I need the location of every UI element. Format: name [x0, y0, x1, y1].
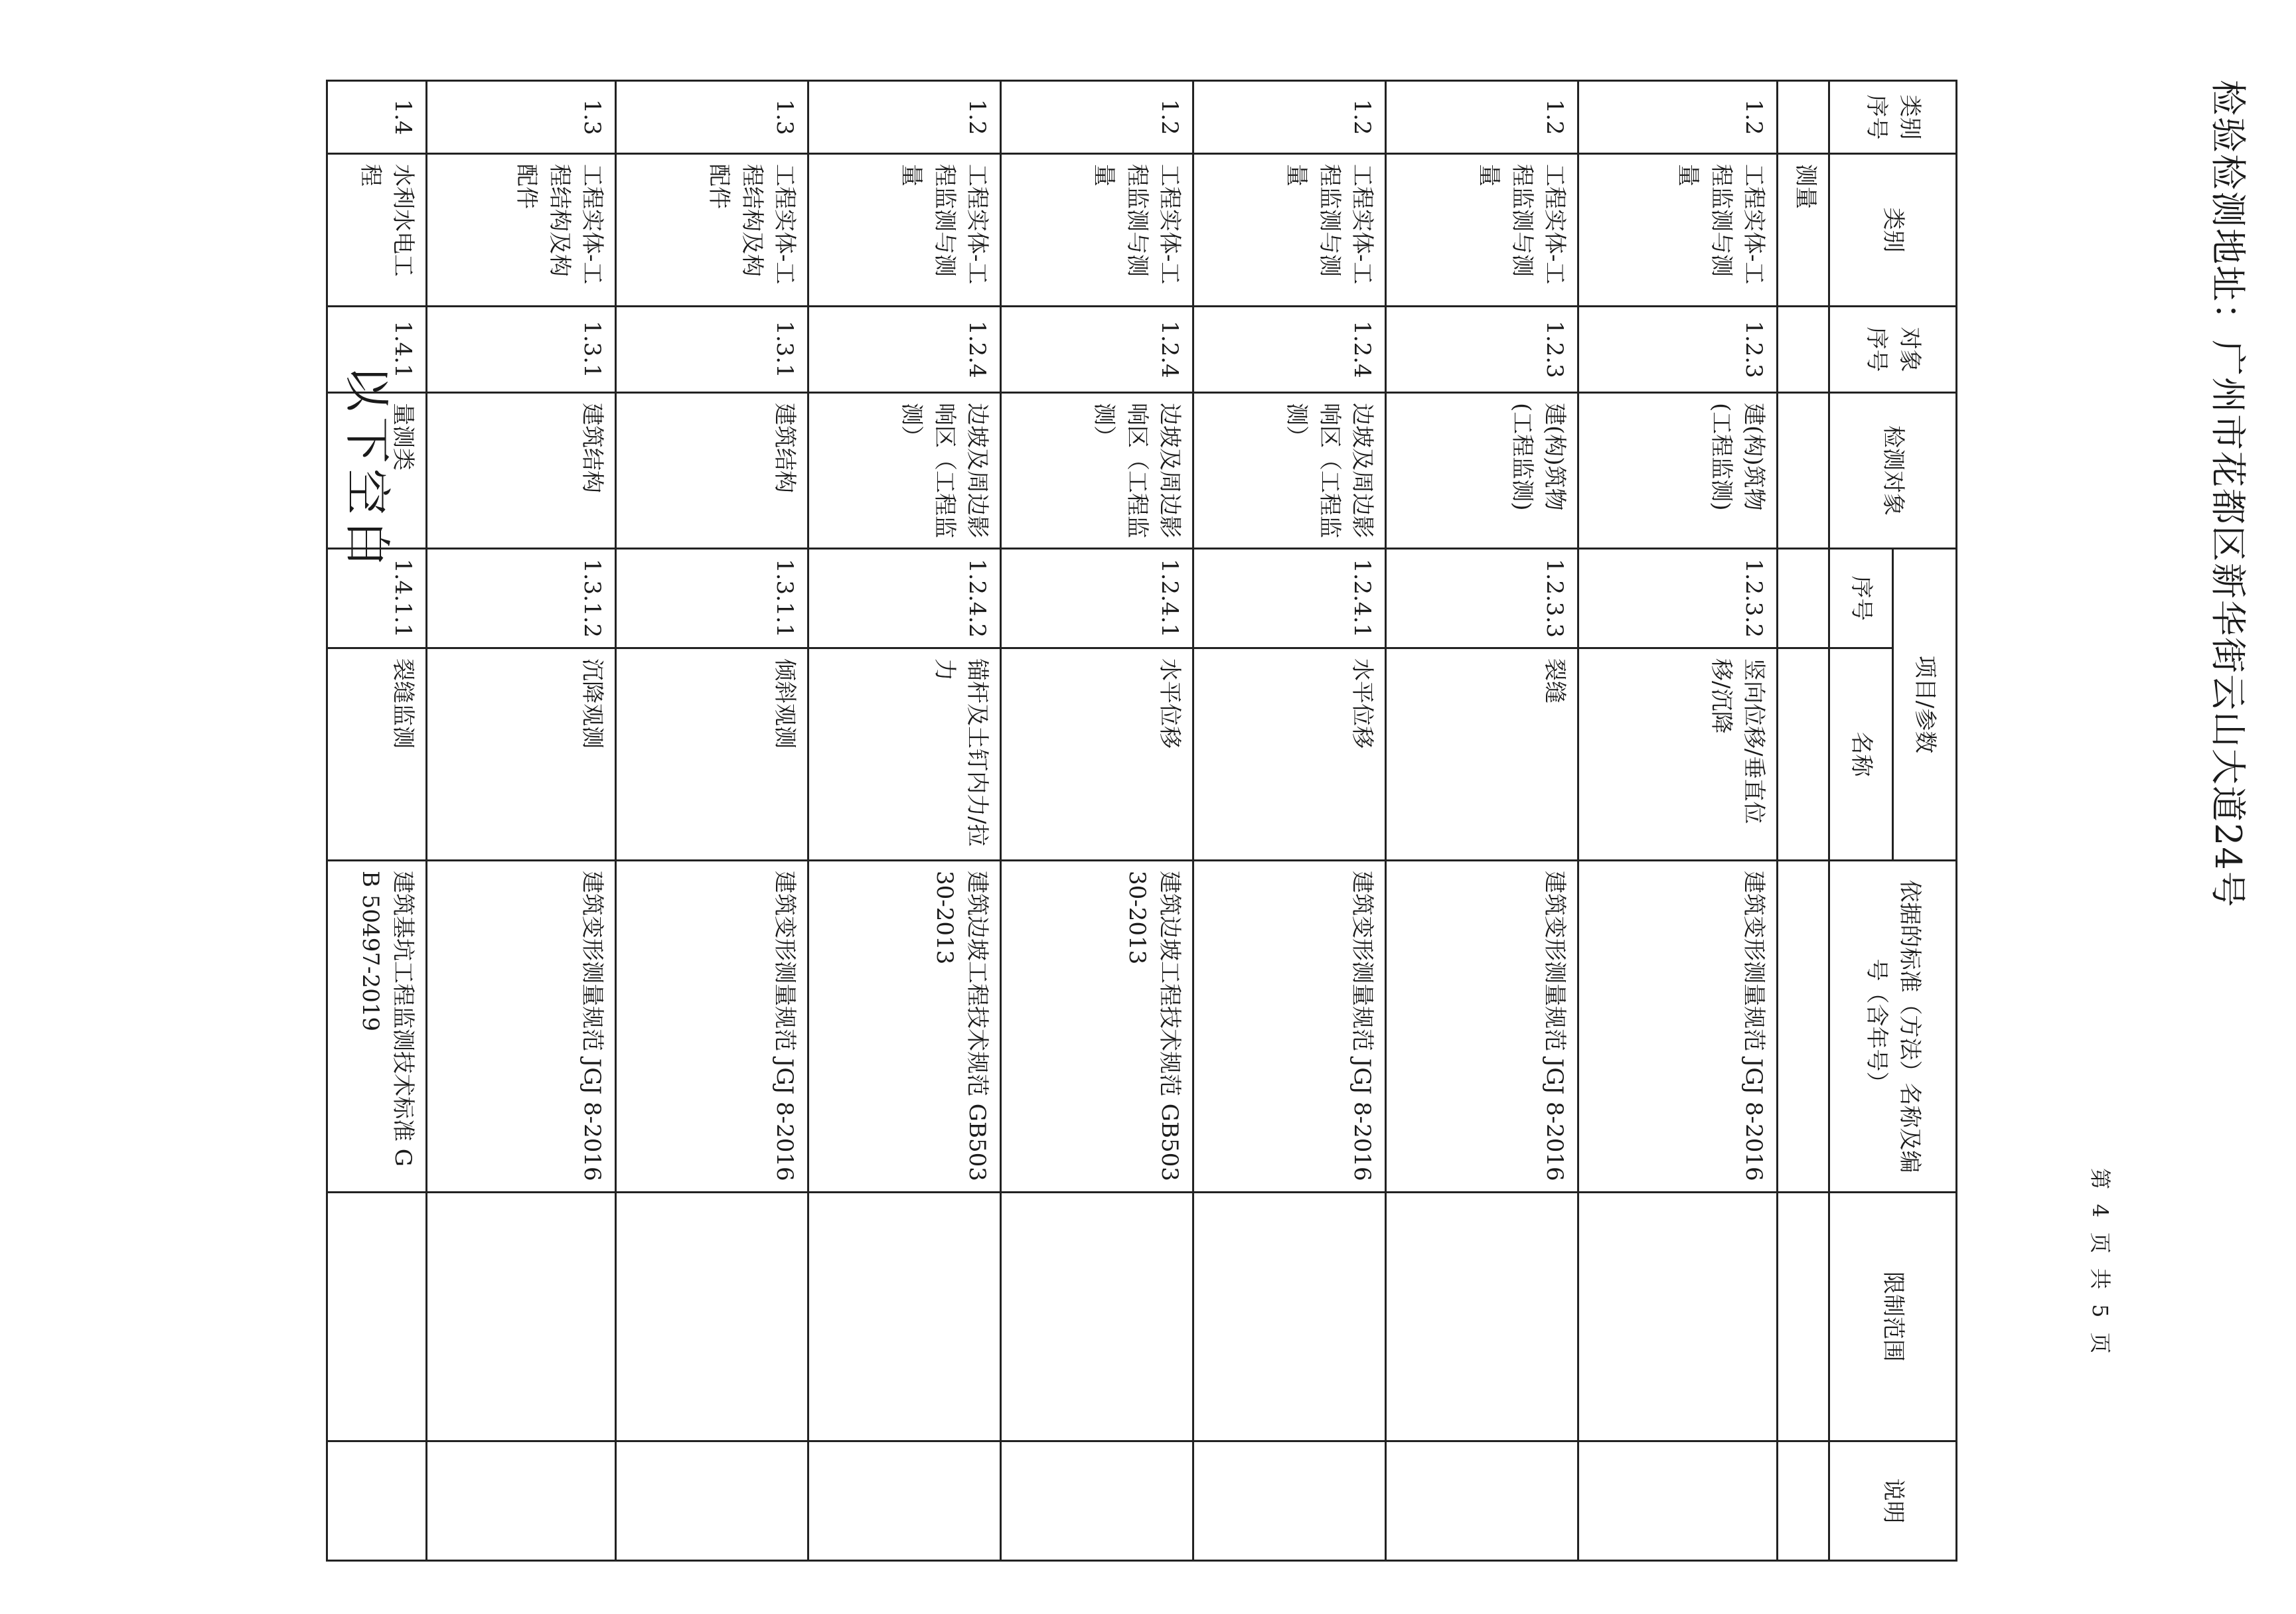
item-name-cell: 沉降观测	[427, 648, 616, 861]
limit-cell	[616, 1193, 808, 1441]
note-cell	[616, 1441, 808, 1561]
header-item-no: 序号	[1829, 549, 1893, 648]
category-no-cell: 1.2	[1578, 81, 1778, 154]
object-no-cell: 1.2.4	[808, 307, 1001, 393]
category-no-cell: 1.2	[808, 81, 1001, 154]
limit-cell	[808, 1193, 1001, 1441]
table-row	[327, 81, 427, 1561]
category-no-cell: 1.3	[427, 81, 616, 154]
standard-cell: 建筑基坑工程监测技术标准 GB 50497-2019	[327, 861, 427, 1193]
object-cell: 建(构)筑物(工程监测)	[1578, 393, 1778, 549]
object-no-cell: 1.4.1	[327, 307, 427, 393]
object-cell: 边坡及周边影响区（工程监测）	[1193, 393, 1386, 549]
header-note: 说明	[1829, 1441, 1957, 1561]
item-no-cell: 1.3.1.1	[616, 549, 808, 648]
scope-table	[326, 80, 1957, 1562]
item-no-cell: 1.2.4.2	[808, 549, 1001, 648]
item-name-cell: 倾斜观测	[616, 648, 808, 861]
table-row	[808, 81, 1001, 1561]
object-cell: 建筑结构	[427, 393, 616, 549]
table-row	[1193, 81, 1386, 1561]
table-row	[1578, 81, 1778, 1561]
object-no-cell: 1.2.4	[1001, 307, 1193, 393]
standard-cell: 建筑变形测量规范 JGJ 8-2016	[1578, 861, 1778, 1193]
note-cell	[1193, 1441, 1386, 1561]
item-no-cell: 1.2.4.1	[1001, 549, 1193, 648]
standard-cell: 建筑边坡工程技术规范 GB50330-2013	[808, 861, 1001, 1193]
item-name-cell: 锚杆及土钉内力/拉力	[808, 648, 1001, 861]
item-no-cell: 1.4.1.1	[327, 549, 427, 648]
category-cell: 工程实体-工程监测与测量	[808, 154, 1001, 307]
item-no-cell: 1.2.3.2	[1578, 549, 1778, 648]
category-cell: 工程实体-工程监测与测量	[1386, 154, 1578, 307]
blank-below-note: 以下空白	[340, 365, 394, 572]
note-cell	[1578, 1441, 1778, 1561]
object-cell: 建筑结构	[616, 393, 808, 549]
note-cell	[1386, 1441, 1578, 1561]
address-heading: 检验检测地址：广州市花都区新华街云山大道24号	[2207, 80, 2249, 909]
header-limit: 限制范围	[1829, 1193, 1957, 1441]
object-cell: 边坡及周边影响区（工程监测）	[808, 393, 1001, 549]
limit-cell	[427, 1193, 616, 1441]
standard-cell: 建筑变形测量规范 JGJ 8-2016	[1386, 861, 1578, 1193]
standard-cell: 建筑边坡工程技术规范 GB50330-2013	[1001, 861, 1193, 1193]
limit-cell	[1386, 1193, 1578, 1441]
object-cell: 边坡及周边影响区（工程监测）	[1001, 393, 1193, 549]
object-no-cell: 1.2.4	[1193, 307, 1386, 393]
note-cell	[327, 1441, 427, 1561]
item-name-cell: 裂缝	[1386, 648, 1578, 861]
header-standard: 依据的标准（方法）名称及编号（含年号）	[1829, 861, 1957, 1193]
category-cell: 工程实体-工程监测与测量	[1578, 154, 1778, 307]
item-name-cell: 水平位移	[1001, 648, 1193, 861]
page-number: 第 4 页 共 5 页	[2088, 1168, 2113, 1358]
category-cell: 测量	[1778, 154, 1829, 307]
object-cell: 量测类	[327, 393, 427, 549]
table-row	[1001, 81, 1193, 1561]
limit-cell	[1193, 1193, 1386, 1441]
header-category-no: 类别序号	[1829, 81, 1957, 154]
item-name-cell: 水平位移	[1193, 648, 1386, 861]
table-row	[427, 81, 616, 1561]
note-cell	[1001, 1441, 1193, 1561]
category-cell: 工程实体-工程监测与测量	[1001, 154, 1193, 307]
category-cell: 水利水电工程	[327, 154, 427, 307]
standard-cell: 建筑变形测量规范 JGJ 8-2016	[427, 861, 616, 1193]
item-no-cell: 1.3.1.2	[427, 549, 616, 648]
standard-cell: 建筑变形测量规范 JGJ 8-2016	[616, 861, 808, 1193]
header-object: 检测对象	[1829, 393, 1957, 549]
note-cell	[808, 1441, 1001, 1561]
object-no-cell: 1.2.3	[1578, 307, 1778, 393]
category-cell: 工程实体-工程监测与测量	[1193, 154, 1386, 307]
header-object-no: 对象序号	[1829, 307, 1957, 393]
item-name-cell: 竖向位移/垂直位移/沉降	[1578, 648, 1778, 861]
category-no-cell: 1.3	[616, 81, 808, 154]
standard-cell: 建筑变形测量规范 JGJ 8-2016	[1193, 861, 1386, 1193]
limit-cell	[1001, 1193, 1193, 1441]
table-row	[1386, 81, 1578, 1561]
note-cell	[427, 1441, 616, 1561]
category-cell: 工程实体-工程结构及构配件	[427, 154, 616, 307]
table-row	[1778, 81, 1829, 1561]
category-no-cell: 1.2	[1386, 81, 1578, 154]
header-category: 类别	[1829, 154, 1957, 307]
category-cell: 工程实体-工程结构及构配件	[616, 154, 808, 307]
item-no-cell: 1.2.3.3	[1386, 549, 1578, 648]
header-item-name: 名称	[1829, 648, 1893, 861]
limit-cell	[327, 1193, 427, 1441]
object-no-cell: 1.2.3	[1386, 307, 1578, 393]
item-no-cell: 1.2.4.1	[1193, 549, 1386, 648]
category-no-cell: 1.2	[1001, 81, 1193, 154]
category-no-cell: 1.4	[327, 81, 427, 154]
item-name-cell: 裂缝监测	[327, 648, 427, 861]
object-no-cell: 1.3.1	[616, 307, 808, 393]
table-row	[616, 81, 808, 1561]
object-no-cell: 1.3.1	[427, 307, 616, 393]
header-item-group: 项目/参数	[1893, 549, 1957, 861]
object-cell: 建(构)筑物(工程监测)	[1386, 393, 1578, 549]
category-no-cell: 1.2	[1193, 81, 1386, 154]
limit-cell	[1578, 1193, 1778, 1441]
